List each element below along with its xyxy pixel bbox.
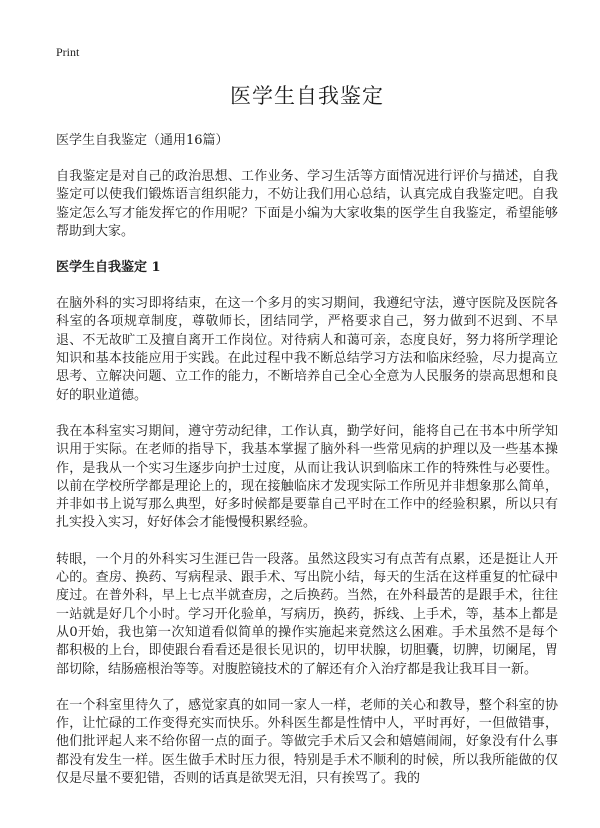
document-subtitle: 医学生自我鉴定（通用16篇） [56,133,229,148]
body-paragraph-1: 在脑外科的实习即将结束，在这一个多月的实习期间，我遵纪守法，遵守医院及医院各科室的各项规章制度，尊敬师长，团结同学，严格要求自己，努力做到不迟到、不早退、不无故旷工及擅自离开工作岗位。对待病人和蔼可亲，态度良好，努力将所学理论知识和基本技能应用于实践。在此过程中我不断总结学习方法和临床经验，尽力提高立思考、立解决问题、立工作的能力，不断培养自己全心全意为人民服务的崇高思想和良好的职业道德。 [56,296,558,403]
body-paragraph-3: 转眼，一个月的外科实习生涯已告一段落。虽然这段实习有点苦有点累，还是挺让人开心的。查房、换药、写病程录、跟手术、写出院小结，每天的生活在这样重复的忙碌中度过。在普外科，早上七点半就查房，之后换药。当然，在外科最苦的是跟手术，往往一站就是好几个小时。学习开化验单，写病历，换药，拆线、上手术，等，基本上都是从0开始，我也第一次知道看似简单的操作实施起来竟然这么困难。手术虽然不是每个都积极的上台，即使跟台看看还是很长见识的，切甲状腺，切胆囊，切脾，切阑尾，胃部切除，结肠癌根治等等。对腹腔镜技术的了解还有介入治疗都是我让我耳目一新。 [56,551,558,677]
page-title: 医学生自我鉴定 [230,84,384,108]
intro-paragraph: 自我鉴定是对自己的政治思想、工作业务、学习生活等方面情况进行评价与描述，自我鉴定可以使我们锻炼语言组织能力，不妨让我们用心总结，认真完成自我鉴定吧。自我鉴定怎么写才能发挥它的作用呢？下面是小编为大家收集的医学生自我鉴定，希望能够帮助到大家。 [56,169,558,239]
print-link[interactable]: Print [56,45,80,59]
section-heading: 医学生自我鉴定 1 [56,260,161,276]
body-paragraph-2: 我在本科室实习期间，遵守劳动纪律，工作认真，勤学好问，能将自己在书本中所学知识用于实际。在老师的指导下，我基本掌握了脑外科一些常见病的护理以及一些基本操作，是我从一个实习生逐步向护士过度，从而让我认识到临床工作的特殊性与必要性。以前在学校所学都是理论上的，现在接触临床才发现实际工作所见并非想象那么简单，并非如书上说写那么典型，好多时候都是要靠自己平时在工作中的经验积累，所以只有扎实投入实习，好好体会才能慢慢积累经验。 [56,423,558,531]
body-paragraph-4: 在一个科室里待久了，感觉家真的如同一家人一样，老师的关心和教导，整个科室的协作，让忙碌的工作变得充实而快乐。外科医生都是性情中人，平时再好，一但做错事，他们批评起人来不给你留一点的面子。等做完手术后又会和嬉嬉闹闹，好象没有什么事都没有发生一样。医生做手术时压力很，特别是手术不顺利的时候，所以我所能做的仅仅是尽量不要犯错，否则的话真是欲哭无泪，只有挨骂了。我的 [56,697,558,787]
